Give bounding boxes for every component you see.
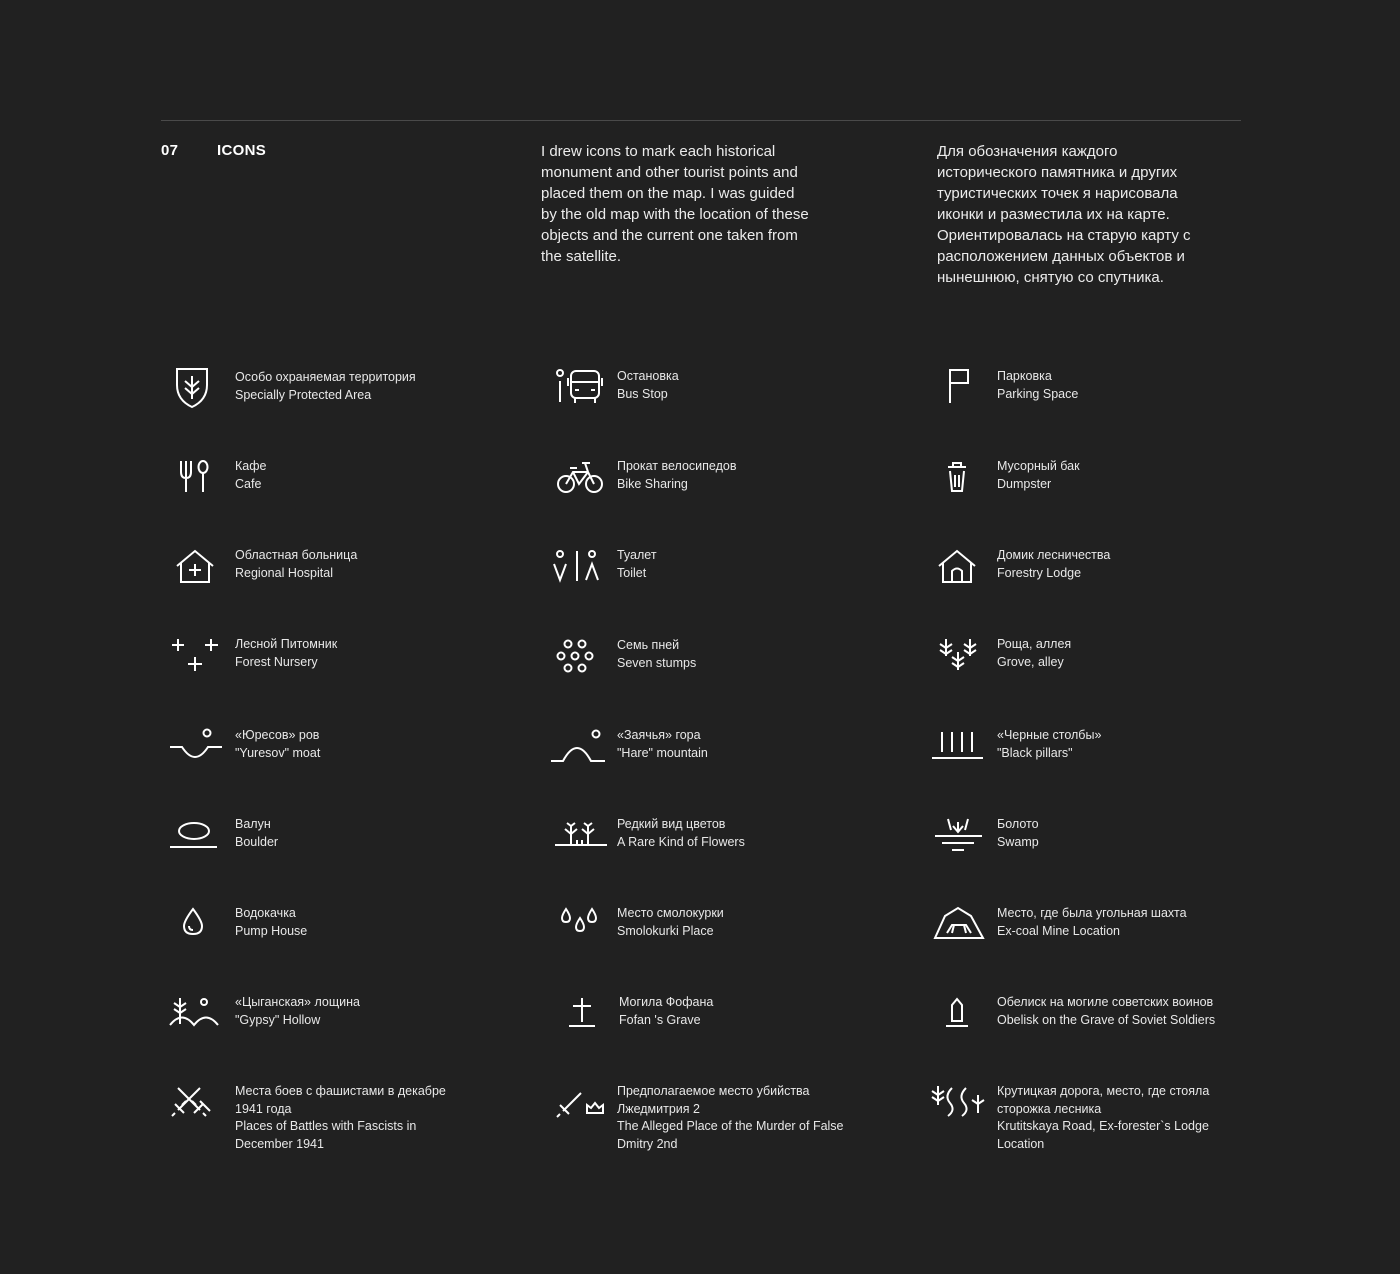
- moat-icon: [170, 727, 226, 767]
- shield-tree-icon: [170, 369, 226, 409]
- obelisk-icon: [932, 994, 988, 1034]
- fork-spoon-icon: [170, 458, 226, 498]
- hollow-icon: [170, 994, 226, 1034]
- section-number: 07: [161, 142, 179, 159]
- flowers-icon: [555, 816, 611, 856]
- mountain-icon: [551, 727, 607, 767]
- trash-can-icon: [932, 458, 988, 498]
- tar-drops-icon: [555, 905, 611, 945]
- coal-mine-icon: [932, 905, 988, 945]
- winding-road-icon: [930, 1083, 986, 1123]
- intro-russian: Для обозначения каждого исторического памятника и других туристических точек я нарисовала иконки и разместила их на карте. Ориентировалась на старую карту с расположением данных объектов и нынешнюю, снятую со спутника.: [937, 143, 1191, 286]
- parking-icon: [932, 368, 988, 408]
- grave-cross-icon: [555, 994, 611, 1034]
- bicycle-icon: [555, 458, 611, 498]
- section-title: ICONS: [217, 142, 267, 159]
- sword-crown-icon: [555, 1083, 611, 1123]
- forestry-lodge-icon: [932, 547, 988, 587]
- forest-nursery-icon: [170, 636, 226, 676]
- pillars-icon: [932, 727, 988, 767]
- crossed-swords-icon: [170, 1083, 226, 1123]
- seven-stumps-icon: [555, 637, 611, 677]
- toilet-icon: [555, 547, 611, 587]
- bus-stop-icon: [555, 368, 611, 408]
- boulder-icon: [170, 816, 226, 856]
- grove-icon: [932, 636, 988, 676]
- swamp-icon: [932, 816, 988, 856]
- water-drop-icon: [170, 905, 226, 945]
- section-divider: [161, 120, 1241, 121]
- hospital-icon: [170, 547, 226, 587]
- intro-english: I drew icons to mark each historical monument and other tourist points and placed them on the map. I was guided by the old map with the location of these objects and the current one taken from the satellite.: [541, 143, 809, 265]
